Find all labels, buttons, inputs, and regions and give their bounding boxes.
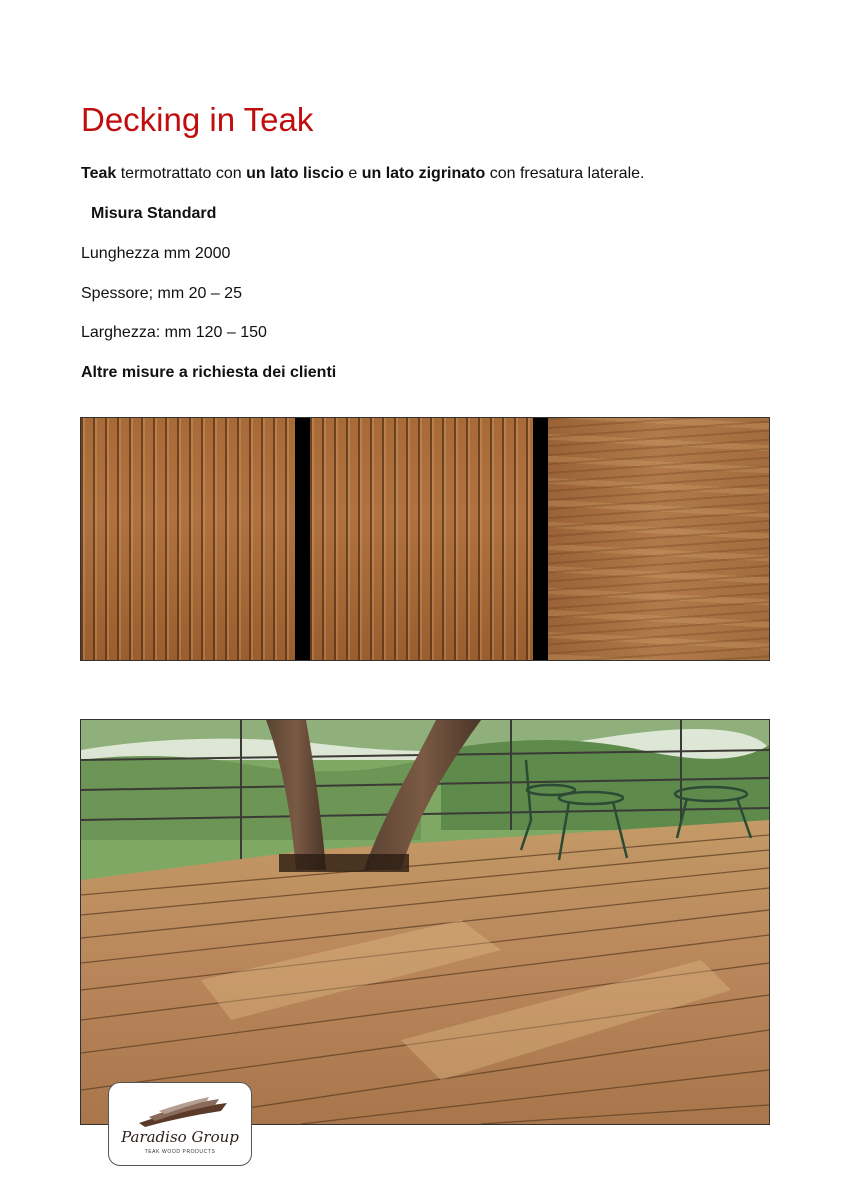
teak-word: Teak bbox=[81, 165, 117, 182]
width-spec: Larghezza: mm 120 – 150 bbox=[81, 324, 267, 341]
grooved-board-sample-1 bbox=[81, 418, 295, 660]
smooth-side-text: un lato liscio bbox=[246, 165, 344, 182]
intro-paragraph bbox=[81, 164, 644, 184]
logo-name: Paradiso Group bbox=[121, 1128, 239, 1146]
page-title: Decking in Teak bbox=[81, 101, 314, 138]
knurled-side-text: un lato zigrinato bbox=[361, 165, 486, 182]
smooth-board-sample bbox=[548, 418, 769, 660]
intro-text-3: con fresatura laterale. bbox=[485, 165, 645, 182]
other-sizes-note: Altre misure a richiesta dei clienti bbox=[81, 364, 337, 381]
teak-deck-photo bbox=[80, 719, 770, 1125]
logo-tagline: TEAK WOOD PRODUCTS bbox=[144, 1149, 216, 1155]
intro-text-1: termotrattato con bbox=[116, 165, 247, 182]
boat-emblem-icon bbox=[109, 1089, 251, 1133]
teak-board-samples-image bbox=[80, 417, 770, 661]
intro-text-2: e bbox=[343, 165, 362, 182]
grooved-board-sample-2 bbox=[310, 418, 533, 660]
thickness-spec: Spessore; mm 20 – 25 bbox=[81, 285, 242, 302]
length-spec: Lunghezza mm 2000 bbox=[81, 245, 231, 262]
paradiso-group-logo bbox=[108, 1082, 252, 1166]
standard-size-heading: Misura Standard bbox=[91, 205, 217, 222]
